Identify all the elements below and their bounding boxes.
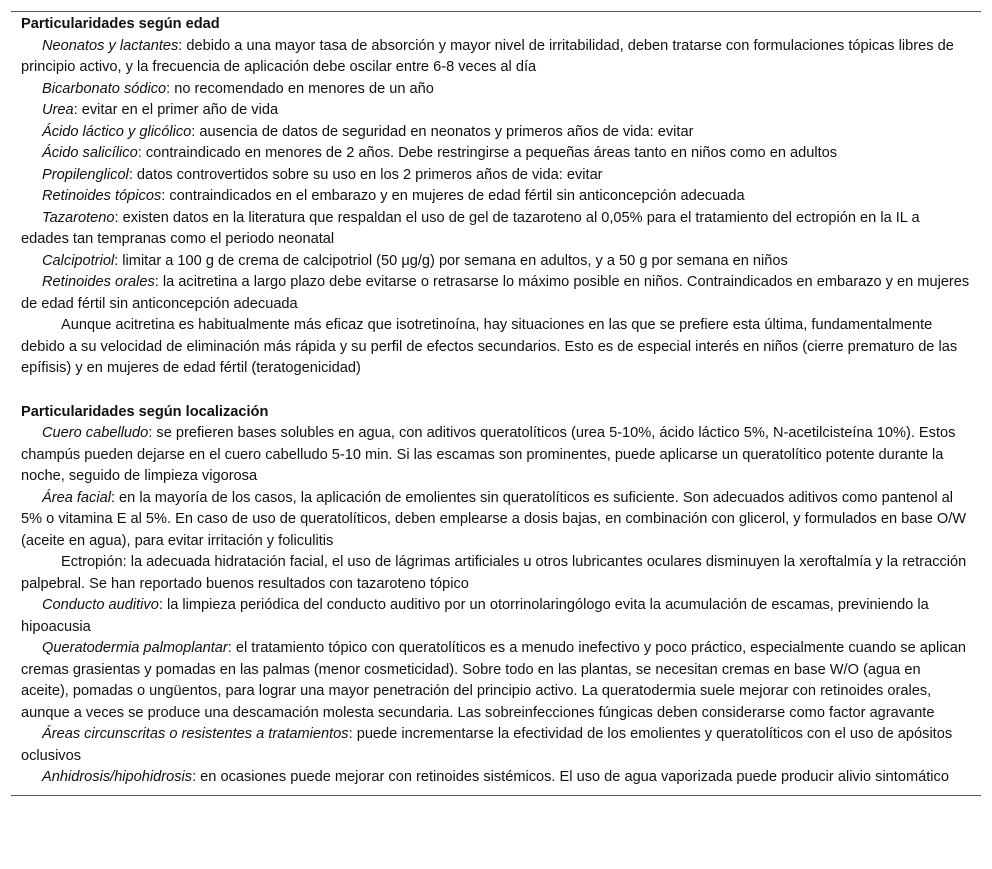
entry-calcipotriol: [21, 251, 971, 273]
entry-term: Bicarbonato sódico: [42, 80, 167, 97]
document-table: [11, 11, 981, 796]
entry-ectropion: [21, 552, 971, 595]
entry-acido-lactico: [21, 122, 971, 144]
entry-text: : se prefieren bases solubles en agua, con aditivos queratolíticos (urea 5-10%, ácido láctico 5%, N-acetilcisteína 10%). Estos champús pueden dejarse en el cuero cabelludo 5-10 min. Si las escamas son prominentes, puede aplicarse un queratolítico potente durante la noche, seguido de limpieza vigorosa: [21, 425, 956, 484]
entry-text: Aunque acitretina es habitualmente más eficaz que isotretinoína, hay situaciones en las que se prefiere esta última, fundamentalmente debido a su velocidad de eliminación más rápida y su perfil de efectos secundarios. Esto es de especial interés en niños (cierre prematuro de las epífisis) y en mujeres de edad fértil (teratogenicidad): [21, 317, 958, 376]
entry-text: : existen datos en la literatura que respaldan el uso de gel de tazaroteno al 0,05% para el tratamiento del ectropión en la IL a edades tan tempranas como el periodo neonatal: [21, 209, 920, 247]
entry-urea: [21, 100, 971, 122]
entry-retinoides-topicos: [21, 186, 971, 208]
entry-term: Propilenglicol: [42, 166, 129, 183]
entry-text: : contraindicados en el embarazo y en mujeres de edad fértil sin anticoncepción adecuada: [161, 188, 745, 204]
entry-text: : debido a una mayor tasa de absorción y mayor nivel de irritabilidad, deben tratarse con formulaciones tópicas libres de principio activo, y la frecuencia de aplicación debe oscilar entre 6-8 veces al día: [21, 37, 954, 75]
entry-text: : no recomendado en menores de un año: [166, 80, 434, 97]
entry-term: Retinoides orales: [42, 274, 155, 290]
entry-term: Queratodermia palmoplantar: [42, 640, 228, 656]
entry-text: : la acitretina a largo plazo debe evitarse o retrasarse lo máximo posible en niños. Contraindicados en embarazo y en mujeres de edad fértil sin anticoncepción adecuada: [21, 274, 970, 312]
entry-term: Anhidrosis/hipohidrosis: [42, 769, 193, 785]
entry-text: : ausencia de datos de seguridad en neonatos y primeros años de vida: evitar: [191, 123, 694, 140]
entry-text: : contraindicado en menores de 2 años. Debe restringirse a pequeñas áreas tanto en niños como en adultos: [137, 145, 838, 161]
entry-text: : en la mayoría de los casos, la aplicación de emolientes sin queratolíticos es suficiente. Son adecuados aditivos como pantenol al 5% o vitamina E al 5%. En caso de uso de queratolíticos, deben emplearse a dosis bajas, en combinación con glicerol, y formulados en base O/W (aceite en agua), para evitar irritación y foliculitis: [21, 489, 967, 549]
entry-term: Retinoides tópicos: [42, 188, 162, 204]
entry-term: Tazaroteno: [42, 209, 115, 226]
entry-text: : datos controvertidos sobre su uso en los 2 primeros años de vida: evitar: [128, 166, 603, 183]
entry-acido-salicilico: [21, 143, 971, 165]
entry-text: : limitar a 100 g de crema de calcipotriol (50 μg/g) por semana en adultos, y a 50 g por semana en niños: [114, 252, 788, 269]
entry-term: Áreas circunscritas o resistentes a tratamientos: [42, 726, 349, 742]
document-body: [11, 12, 981, 795]
entry-text: Ectropión: la adecuada hidratación facial, el uso de lágrimas artificiales u otros lubricantes oculares disminuyen la xeroftalmía y la retracción palpebral. Se han reportado buenos resultados con tazaroteno tópico: [21, 554, 967, 592]
entry-area-facial: [21, 488, 971, 553]
entry-propilenglicol: [21, 165, 971, 187]
entry-queratodermia: [21, 638, 971, 724]
entry-bicarbonato: [21, 79, 971, 101]
entry-text: : puede incrementarse la efectividad de los emolientes y queratolíticos con el uso de apósitos oclusivos: [21, 726, 953, 764]
entry-text: : en ocasiones puede mejorar con retinoides sistémicos. El uso de agua vaporizada puede producir alivio sintomático: [192, 769, 949, 785]
section-heading-age: Particularidades según edad: [21, 16, 220, 32]
entry-term: Área facial: [42, 489, 111, 506]
entry-text: : el tratamiento tópico con queratolíticos es a menudo inefectivo y poco práctico, especialmente cuando se aplican cremas grasientas y pomadas en las palmas (menor cosmeticidad). Sobre todo en las plantas, se necesitan cremas en base W/O (agua en aceite), pomadas o ungüentos, para lograr una mayor penetración del principio activo. La queratodermia suele mejorar con retinoides orales, aunque a veces se produce una descamación molesta secundaria. Las sobreinfecciones fúngicas deben considerarse como factor agravante: [21, 640, 966, 721]
entry-neonatos: [21, 36, 971, 79]
entry-text: : evitar en el primer año de vida: [73, 102, 279, 118]
entry-term: Cuero cabelludo: [42, 425, 149, 441]
entry-tazaroteno: [21, 208, 971, 251]
entry-areas-circunscritas: [21, 724, 971, 767]
entry-conducto-auditivo: [21, 595, 971, 638]
entry-acitretina-note: [21, 315, 971, 380]
entry-retinoides-orales: [21, 272, 971, 315]
entry-anhidrosis: [21, 767, 971, 789]
section-heading-location: Particularidades según localización: [21, 403, 269, 420]
entry-term: Neonatos y lactantes: [42, 37, 179, 54]
entry-term: Calcipotriol: [42, 252, 115, 269]
entry-text: : la limpieza periódica del conducto auditivo por un otorrinolaringólogo evita la acumulación de escamas, previniendo la hipoacusia: [21, 597, 929, 635]
entry-cuero-cabelludo: [21, 423, 971, 488]
entry-term: Ácido salicílico: [42, 145, 138, 161]
entry-term: Ácido láctico y glicólico: [42, 123, 192, 140]
entry-term: Conducto auditivo: [42, 597, 159, 613]
entry-term: Urea: [42, 102, 74, 118]
